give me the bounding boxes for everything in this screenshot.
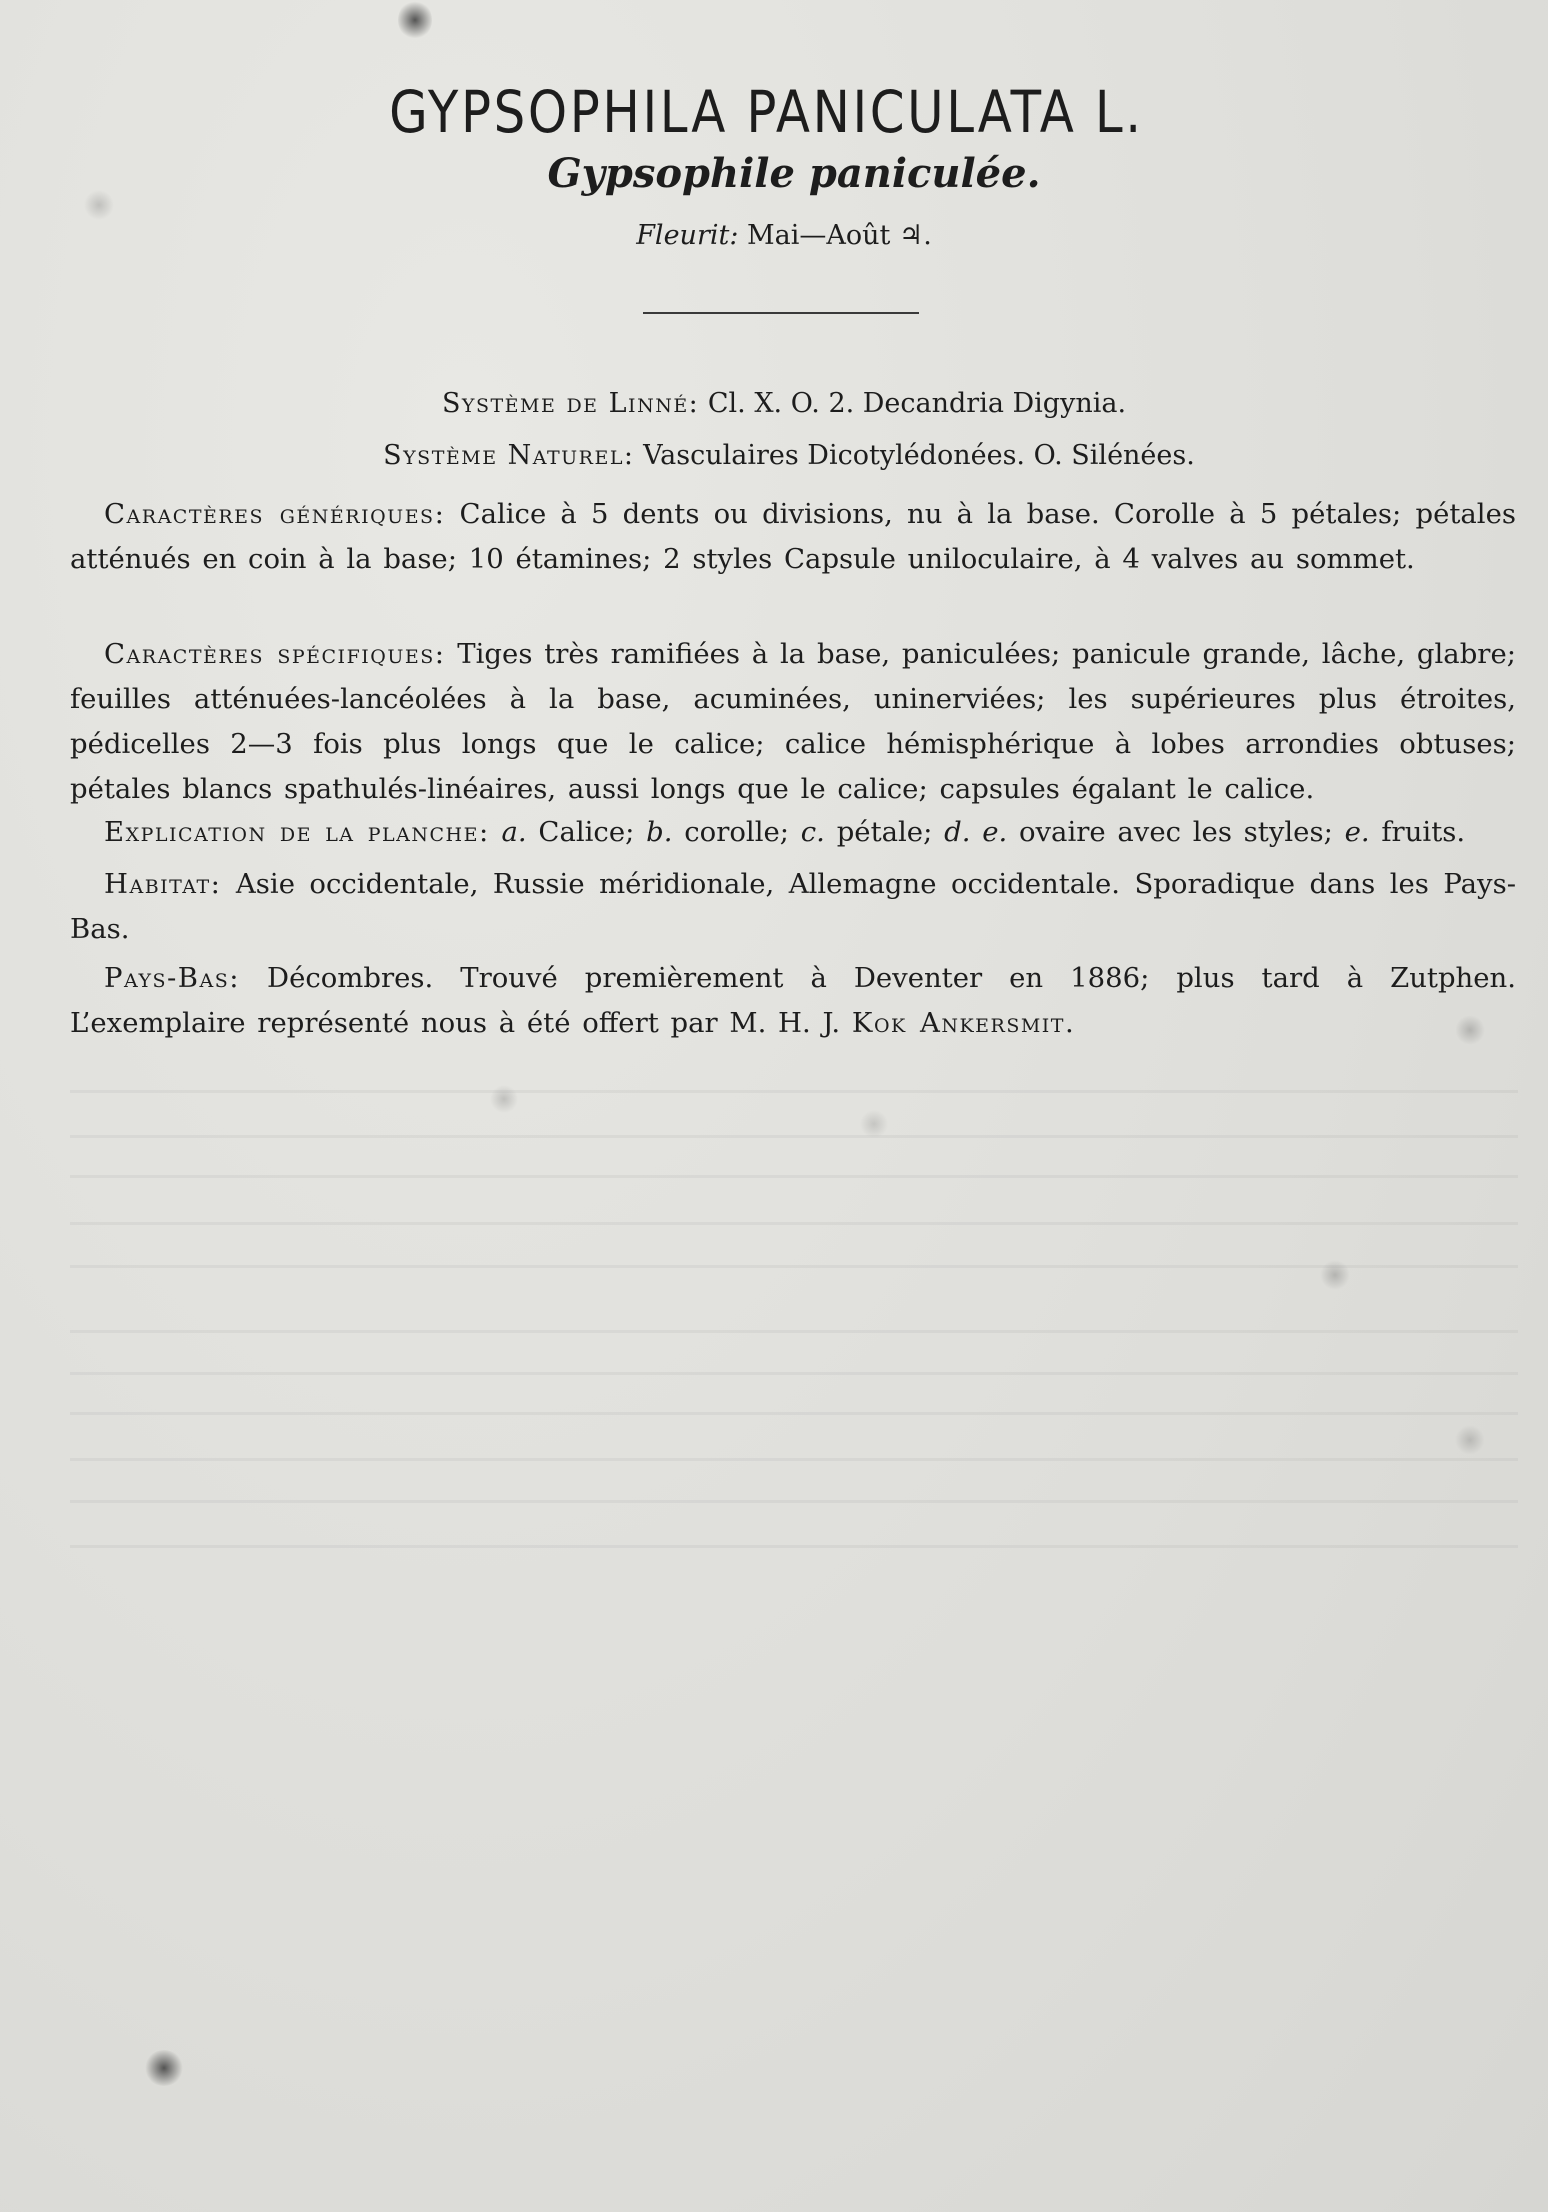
explication-text-e: fruits. <box>1381 816 1466 848</box>
ink-spot <box>144 2050 184 2086</box>
explication-text-de: ovaire avec les styles; <box>1018 816 1333 848</box>
explication-key-a: a. <box>501 816 527 848</box>
species-title: GYPSOPHILA PANICULATA L. <box>389 78 1144 146</box>
flowering-line <box>0 220 1548 251</box>
habitat <box>70 862 1516 952</box>
systeme-naturel-value: Vasculaires Dicotylédonées. O. Silénées. <box>643 440 1195 471</box>
flowering-value: Mai—Août ♃. <box>747 220 932 251</box>
explication-text-c: pétale; <box>836 816 933 848</box>
show-through-line <box>70 1090 1518 1093</box>
systeme-naturel-label: Système Naturel: <box>383 440 635 471</box>
systeme-linne-value: Cl. X. O. 2. Decandria Digynia. <box>707 388 1127 419</box>
explication-label: Explication de la planche: <box>104 816 490 848</box>
caracteres-generiques-label: Caractères génériques: <box>104 498 446 530</box>
explication-text-a: Calice; <box>538 816 635 848</box>
divider-rule <box>643 312 919 314</box>
explication-key-b: b. <box>646 816 673 848</box>
show-through-line <box>70 1545 1518 1548</box>
caracteres-specifiques <box>70 632 1516 812</box>
ink-spot <box>398 0 432 40</box>
show-through-line <box>70 1135 1518 1138</box>
show-through-line <box>70 1412 1518 1415</box>
show-through-line <box>70 1265 1518 1268</box>
pays-bas-label: Pays-Bas: <box>104 962 241 994</box>
habitat-label: Habitat: <box>104 868 222 900</box>
pays-bas-text: Décombres. Trouvé premièrement à Deventer en 1886; plus tard à Zutphen. L’exemplaire représenté nous à été offert par M. H. J. <box>70 962 1516 1039</box>
systeme-linne <box>0 388 1548 419</box>
habitat-text: Asie occidentale, Russie méridionale, Allemagne occidentale. Sporadique dans les Pays-Bas. <box>70 868 1516 945</box>
faint-spot <box>1455 1425 1485 1455</box>
donor-name: Kok Ankersmit. <box>851 1007 1076 1039</box>
systeme-linne-label: Système de Linné: <box>441 388 700 419</box>
caracteres-generiques <box>70 492 1516 582</box>
explication-key-c: c. <box>800 816 825 848</box>
caracteres-specifiques-text: Tiges très ramifiées à la base, paniculées; panicule grande, lâche, glabre; feuilles atténuées-lancéolées à la base, acuminées, uninerviées; les supérieures plus étroites, pédicelles 2—3 fois plus longs que le calice; calice hémisphérique à lobes arrondies obtuses; pétales blancs spathulés-linéaires, aussi longs que le calice; capsules égalant le calice. <box>70 638 1516 805</box>
show-through-line <box>70 1222 1518 1225</box>
explication-planche <box>70 810 1516 855</box>
faint-spot <box>860 1110 888 1138</box>
explication-key-de: d. e. <box>944 816 1008 848</box>
systeme-naturel <box>0 440 1548 471</box>
show-through-line <box>70 1500 1518 1503</box>
show-through-line <box>70 1330 1518 1333</box>
show-through-line <box>70 1175 1518 1178</box>
show-through-line <box>70 1372 1518 1375</box>
explication-key-e: e. <box>1344 816 1370 848</box>
species-subtitle: Gypsophile paniculée. <box>547 150 1041 197</box>
explication-text-b: corolle; <box>684 816 790 848</box>
caracteres-generiques-text: Calice à 5 dents ou divisions, nu à la base. Corolle à 5 pétales; pétales atténués en coin à la base; 10 étamines; 2 styles Capsule uniloculaire, à 4 valves au sommet. <box>70 498 1516 575</box>
flowering-label: Fleurit: <box>636 220 739 251</box>
pays-bas <box>70 956 1516 1046</box>
caracteres-specifiques-label: Caractères spécifiques: <box>104 638 446 670</box>
show-through-line <box>70 1458 1518 1461</box>
